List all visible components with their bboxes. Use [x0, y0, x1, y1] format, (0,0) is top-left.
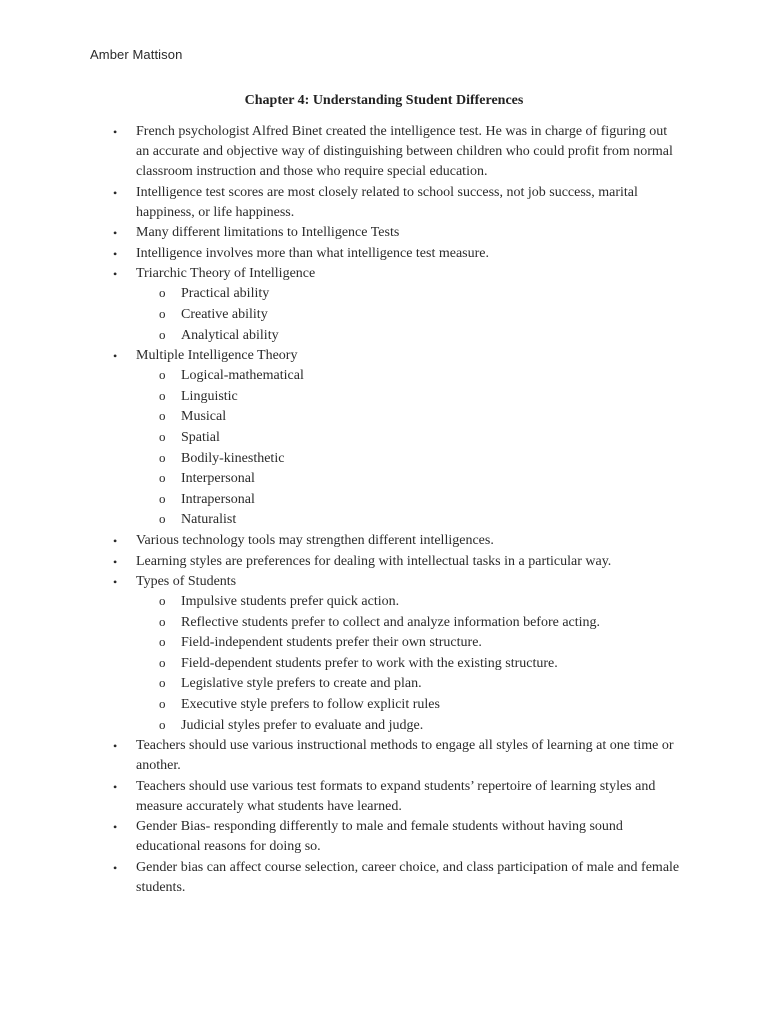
- sub-bullet-icon: o: [159, 285, 166, 301]
- sub-bullet-icon: o: [159, 470, 166, 486]
- list-item: [0, 244, 681, 264]
- sub-list-item: [136, 366, 681, 386]
- sub-list-item: [136, 633, 681, 653]
- list-item: [0, 572, 681, 736]
- sub-list-item: [136, 613, 681, 633]
- sub-list-item-text: Judicial styles prefer to evaluate and judge.: [181, 717, 424, 733]
- sub-list-item: [136, 449, 681, 469]
- sub-list-item-text: Linguistic: [181, 388, 238, 404]
- sub-bullet-icon: o: [159, 326, 166, 342]
- sub-bullet-icon: o: [159, 367, 166, 383]
- list-item: [0, 122, 681, 182]
- list-item-text: French psychologist Alfred Binet created the intelligence test. He was in charge of figuring out an accurate and objective way of distinguishing between children who could profit from normal classroom instruction and those who require special education.: [136, 124, 673, 179]
- sub-bullet-icon: o: [159, 449, 166, 465]
- list-item: [0, 552, 681, 572]
- sub-list: [136, 592, 681, 736]
- sub-bullet-icon: o: [159, 428, 166, 444]
- sub-bullet-icon: o: [159, 613, 166, 629]
- list-item: [0, 858, 681, 898]
- sub-list-item-text: Logical-mathematical: [181, 368, 304, 384]
- list-item-text: Multiple Intelligence Theory: [136, 348, 298, 364]
- sub-bullet-icon: o: [159, 696, 166, 712]
- list-item: [0, 777, 681, 817]
- sub-list-item-text: Spatial: [181, 429, 220, 445]
- sub-list-item-text: Analytical ability: [181, 327, 279, 343]
- bullet-icon: •: [113, 739, 118, 754]
- sub-list-item: [136, 490, 681, 510]
- sub-list: [136, 366, 681, 530]
- list-item-text: Types of Students: [136, 574, 237, 590]
- sub-bullet-icon: o: [159, 593, 166, 609]
- sub-bullet-icon: o: [159, 387, 166, 403]
- author-name: Amber Mattison: [90, 47, 183, 62]
- sub-list-item-text: Naturalist: [181, 512, 237, 528]
- list-item: [0, 736, 681, 776]
- bullet-icon: •: [113, 349, 118, 364]
- list-item-text: Intelligence test scores are most closely related to school success, not job success, marital happiness, or life happiness.: [136, 184, 638, 220]
- list-item: [0, 817, 681, 857]
- sub-bullet-icon: o: [159, 305, 166, 321]
- list-item: [0, 264, 681, 345]
- sub-list-item-text: Creative ability: [181, 306, 268, 322]
- sub-list-item: [136, 592, 681, 612]
- sub-list-item: [136, 510, 681, 530]
- sub-list-item-text: Reflective students prefer to collect and analyze information before acting.: [181, 614, 601, 630]
- list-item-text: Gender bias can affect course selection, career choice, and class participation of male and female students.: [136, 860, 680, 896]
- list-item-text: Learning styles are preferences for dealing with intellectual tasks in a particular way.: [136, 553, 612, 569]
- list-item-text: Teachers should use various instructional methods to engage all styles of learning at one time or another.: [136, 738, 674, 774]
- sub-list-item: [136, 469, 681, 489]
- bullet-list: [0, 122, 681, 899]
- sub-list-item-text: Musical: [181, 409, 227, 425]
- bullet-icon: •: [113, 226, 118, 241]
- sub-list-item: [136, 654, 681, 674]
- sub-list-item: [136, 305, 681, 325]
- bullet-icon: •: [113, 820, 118, 835]
- bullet-icon: •: [113, 267, 118, 282]
- sub-list-item-text: Practical ability: [181, 286, 270, 302]
- sub-bullet-icon: o: [159, 634, 166, 650]
- sub-list-item: [136, 716, 681, 736]
- sub-bullet-icon: o: [159, 511, 166, 527]
- bullet-icon: •: [113, 575, 118, 590]
- sub-bullet-icon: o: [159, 675, 166, 691]
- sub-bullet-icon: o: [159, 654, 166, 670]
- bullet-icon: •: [113, 861, 118, 876]
- bullet-icon: •: [113, 125, 118, 139]
- bullet-icon: •: [113, 779, 118, 794]
- sub-bullet-icon: o: [159, 490, 166, 506]
- bullet-icon: •: [113, 246, 118, 261]
- sub-list-item-text: Field-dependent students prefer to work with the existing structure.: [181, 655, 558, 671]
- sub-list-item: [136, 387, 681, 407]
- sub-list-item-text: Field-independent students prefer their own structure.: [181, 635, 482, 651]
- sub-list-item: [136, 428, 681, 448]
- sub-list-item: [136, 674, 681, 694]
- sub-list-item: [136, 284, 681, 304]
- list-item: [0, 346, 681, 530]
- sub-bullet-icon: o: [159, 408, 166, 424]
- list-item-text: Intelligence involves more than what intelligence test measure.: [136, 245, 489, 261]
- list-item: [0, 223, 681, 243]
- list-item: [0, 183, 681, 223]
- sub-list-item: [136, 695, 681, 715]
- sub-list-item-text: Bodily-kinesthetic: [181, 450, 285, 466]
- bullet-icon: •: [113, 554, 118, 569]
- sub-list-item-text: Interpersonal: [181, 471, 255, 487]
- bullet-icon: •: [113, 185, 118, 200]
- sub-list-item: [136, 407, 681, 427]
- sub-list-item-text: Legislative style prefers to create and plan.: [181, 676, 422, 692]
- sub-list: [136, 284, 681, 345]
- list-item-text: Teachers should use various test formats to expand students’ repertoire of learning styles and measure accurately what students have learned.: [136, 778, 656, 814]
- list-item-text: Various technology tools may strengthen different intelligences.: [136, 532, 494, 548]
- sub-list-item-text: Intrapersonal: [181, 491, 255, 507]
- list-item: [0, 531, 681, 551]
- list-item-text: Many different limitations to Intelligence Tests: [136, 225, 400, 241]
- bullet-icon: •: [113, 533, 118, 548]
- page-title: Chapter 4: Understanding Student Differences: [244, 93, 524, 108]
- list-item-text: Triarchic Theory of Intelligence: [136, 266, 316, 282]
- sub-list-item-text: Executive style prefers to follow explicit rules: [181, 697, 440, 713]
- sub-list-item: [136, 326, 681, 346]
- sub-list-item-text: Impulsive students prefer quick action.: [181, 594, 400, 610]
- list-item-text: Gender Bias- responding differently to male and female students without having sound educational reasons for doing so.: [136, 819, 623, 855]
- sub-bullet-icon: o: [159, 716, 166, 732]
